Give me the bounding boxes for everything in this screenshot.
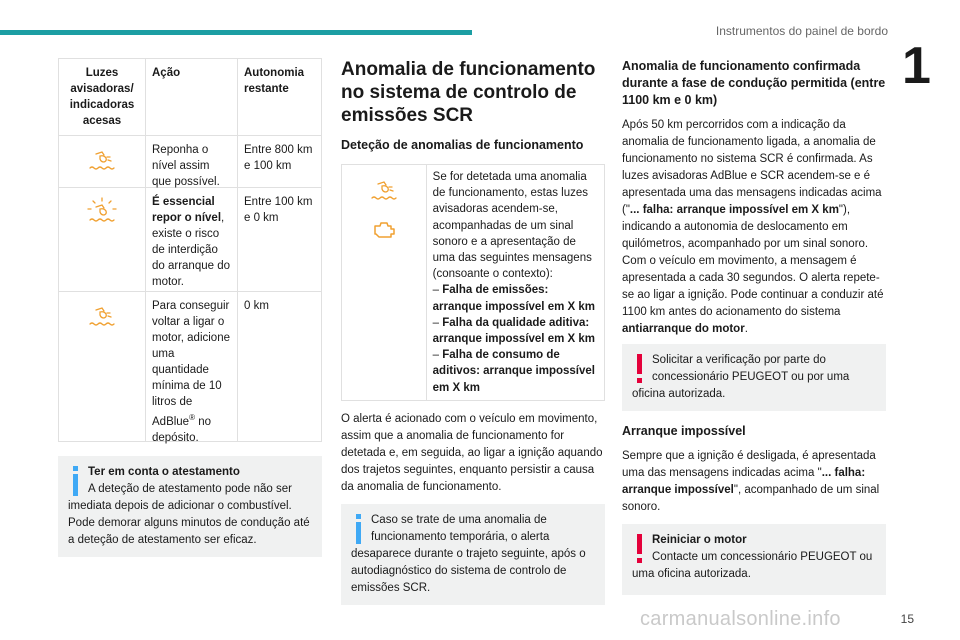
chapter-number: 1: [902, 37, 931, 95]
detection-frame: [341, 164, 605, 401]
column-right: [622, 58, 886, 595]
adblue-flashing-icon: [85, 196, 119, 230]
note-text: uma oficina autorizada.: [632, 568, 751, 580]
note-text: Solicitar a verificação por parte do: [652, 354, 826, 366]
adblue-warning-icon: [85, 144, 119, 178]
info-icon: [353, 514, 365, 548]
table-header-row: [59, 59, 321, 135]
confirmed-paragraph: Após 50 km percorridos com a indicação da anomalia de funcionamento ligada, a anomalia de funcionamento no sistema SCR é confirmada. As luzes avisadoras AdBlue e SCR acendem-se e é apresentada uma das mensagens indicadas acima ("... falha: arranque impossível em X km"), indicando a autonomia de deslocamento em quilómetros, acompanhado por um sinal sonoro. Com o veículo em movimento, a mensagem é apresentada a cada 30 segundos. O alerta repete-se ao ligar a ignição. Pode continuar a conduzir até 1100 km antes do acionamento do sistema antiarranque do motor.: [622, 119, 884, 335]
note-text: oficina autorizada.: [632, 388, 726, 400]
frame-intro: Se for detetada uma anomalia de funcionamento, estas luzes avisadoras acendem-se, acompanhadas de um sinal sonoro e a apresentação de uma das seguintes mensagens (consoante o contexto):: [432, 171, 592, 281]
note-text: funcionamento temporária, o alerta: [371, 530, 550, 543]
table-cell-range: Entre 800 km e 100 km: [237, 136, 321, 187]
section-title: Anomalia de funcionamento no sistema de controlo de emissões SCR: [341, 59, 596, 126]
table-cell-action: Para conseguir voltar a ligar o motor, adicione uma quantidade mínima de 10 litros de AdBlue® no depósito.: [145, 292, 237, 441]
page-number: 15: [900, 612, 914, 626]
note-text: A deteção de atestamento pode não ser: [88, 483, 292, 495]
top-accent-bar: [0, 30, 472, 35]
note-title: Ter em conta o atestamento: [88, 466, 240, 478]
watermark: carmanualsonline.info: [640, 608, 841, 630]
message-item: – Falha de consumo de aditivos: arranque impossível em X km: [432, 349, 595, 394]
info-icon: [70, 466, 82, 500]
table-header-cell: Luzes avisadoras/ indicadoras acesas: [69, 67, 135, 127]
note-text: desaparece durante o trajeto seguinte, após o autodiagnóstico do sistema de controlo de emissões SCR.: [351, 547, 586, 594]
exclamation-icon: [634, 354, 646, 388]
column-middle: [341, 58, 605, 605]
info-note: [341, 504, 605, 605]
column-left: [58, 58, 322, 557]
adblue-warning-icon: [367, 175, 401, 205]
adblue-warning-icon: [85, 300, 119, 334]
impossible-start-title: Arranque impossível: [622, 424, 746, 438]
table-cell-range: 0 km: [237, 292, 321, 441]
engine-emissions-icon: [370, 219, 398, 241]
message-item: – Falha de emissões: arranque impossível em X km: [432, 284, 596, 313]
warning-note: [622, 524, 886, 595]
table-cell-range: Entre 100 km e 0 km: [237, 188, 321, 291]
running-header: Instrumentos do painel de bordo: [715, 24, 888, 38]
note-title: Reiniciar o motor: [652, 534, 747, 546]
section-subtitle: Deteção de anomalias de funcionamento: [341, 138, 584, 152]
message-item: – Falha da qualidade aditiva: arranque impossível em X km: [432, 316, 596, 346]
table-cell-action: É essencial repor o nível, existe o risco de interdição do arranque do motor.: [145, 188, 237, 291]
impossible-start-paragraph: Sempre que a ignição é desligada, é apresentada uma das mensagens indicadas acima "... falha: arranque impossível", acompanhado de um sinal sonoro.: [622, 450, 880, 513]
table-header-cell: Ação: [145, 59, 237, 135]
alert-paragraph: O alerta é acionado com o veículo em movimento, assim que a anomalia de funcionamento for detetada e, em seguida, ao ligar a ignição aquando dos trajetos seguintes, enquanto persistir a causa da anomalia de funcionamento.: [341, 412, 603, 493]
note-text: Caso se trate de uma anomalia de: [371, 513, 547, 526]
table-header-cell: Autonomia restante: [237, 59, 321, 135]
note-text: concessionário PEUGEOT ou por uma: [652, 371, 850, 383]
table-row: [59, 291, 321, 444]
note-text: imediata depois de adicionar o combustível. Pode demorar alguns minutos de condução até a deteção de atestamento ser eficaz.: [68, 500, 310, 546]
note-text: Contacte um concessionário PEUGEOT ou: [652, 551, 873, 563]
confirmed-title: Anomalia de funcionamento confirmada durante a fase de condução permitida (entre 1100 km e 0 km): [622, 59, 886, 107]
exclamation-icon: [634, 534, 646, 568]
table-row: [59, 187, 321, 291]
warning-note: [622, 344, 886, 411]
warning-table: [58, 58, 322, 442]
info-note: [58, 456, 322, 557]
table-cell-action: Reponha o nível assim que possível.: [145, 136, 237, 187]
table-row: [59, 135, 321, 187]
